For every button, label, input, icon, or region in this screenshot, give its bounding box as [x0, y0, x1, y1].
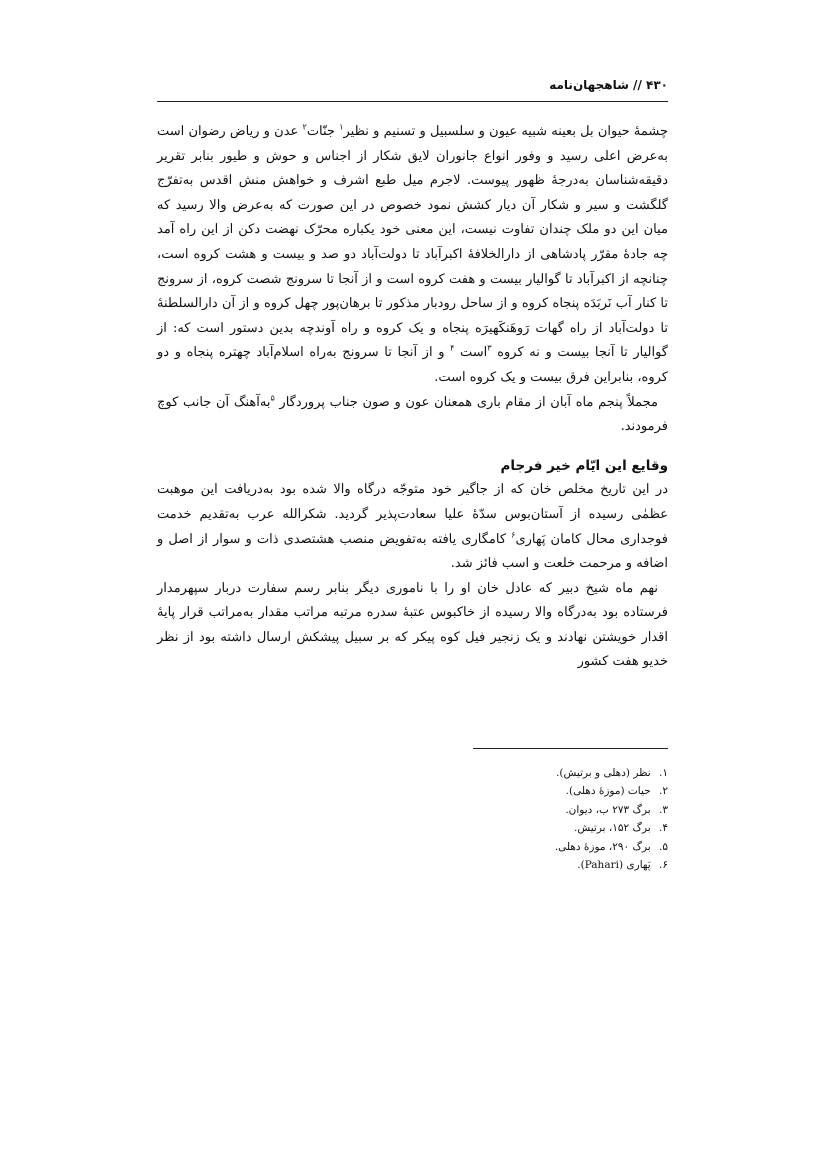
- footnote-text: نظر (دهلی و برتیش).: [556, 767, 651, 779]
- footnote-text: پَهاری (Pahari).: [577, 859, 651, 872]
- footnote-text: برگ ۲۷۳ ب، دیوان.: [565, 803, 651, 816]
- footnote-number: ۳.: [659, 803, 668, 816]
- footnote-number: ۶.: [659, 859, 668, 872]
- footnote-text: برگ ۱۵۲، برتیش.: [574, 822, 651, 835]
- footnote-number: ۱.: [659, 767, 668, 779]
- footnotes: [457, 764, 668, 874]
- main-text: [157, 120, 668, 675]
- paragraph-3: در این تاریخ مخلص خان که از جاگیر خود متوجّه درگاه والا شده بود به‌دریافت این موهبت عظمٰی رسیده از آستان‌بوس سدّهٔ علیا سعادت‌پذیر گردید. شکرالله عرب به‌تقدیم خدمت فوجداری محال کامان پَهاری$^۶$ کامگاری یافته به‌تفویض منصب هشتصدی ذات و سوار از اصل و اضافه و مرحمت خلعت و اسب فائز شد.: [157, 482, 668, 572]
- footnote-ref-4[interactable]: ۴: [450, 344, 455, 354]
- footnote-ref-5[interactable]: ۵: [270, 393, 275, 403]
- page-title: ۴۳۰ // شاهجهان‌نامه: [549, 78, 668, 92]
- footnote-text: برگ ۲۹۰، موزهٔ دهلی.: [554, 840, 651, 853]
- footnote-text: حیات (موزهٔ دهلی).: [565, 785, 651, 798]
- header-divider: [157, 101, 668, 102]
- footnote-item: [457, 856, 668, 874]
- paragraph-1: چشمهٔ حیوان بل بعینه شبیه عیون و سلسبیل و تسنیم و نظیر$^۱$ جنّات$^۲$ عدن و ریاض رضوان است به‌عرض اعلی رسید و وفور انواع جانوران لایق شکار از اجناس و حوش و طیور بنابر تقریر دقیقه‌شناسان به‌درجهٔ ظهور پیوست. لاجرم میل طبع اشرف و خواهش منش اقدس به‌تفرّج گلگشت و سیر و شکار آن دیار کشش نمود خصوص در این صورت که به‌عرض والا رسید که میان این دو ملک چندان تفاوت نیست، این معنی خود یکباره محرّک نهضت دکن از این راه آمد چه جادهٔ مقرّر پادشاهی از دارالخلافهٔ اکبرآباد تا دولت‌آباد دو صد و بیست و هشت کروه است، چنانچه از اکبرآباد تا گوالیار بیست و هفت کروه است و از آنجا تا سرونج شصت کروه، از سرونج تا کنار آب نَربَدَه پنجاه کروه و از ساحل رودبار مذکور تا برهان‌پور چهل کروه و از آن دارالسلطنهٔ تا دولت‌آباد از راه گهات رَوهَنکَهیرَه پنجاه و یک کروه و راه آوندچه بدین دستور است که: از گوالیار تا آنجا بیست و نه کروه $^۳$است $^۴$ و از آنجا تا سرونج به‌راه اسلام‌آباد چهتره پنجاه و دو کروه، بنابراین فرق بیست و یک کروه است.: [157, 122, 668, 385]
- footnote-number: ۲.: [659, 785, 668, 798]
- paragraph-4: نهم ماه شیخ دبیر که عادل خان او را با ناموری دیگر بنابر رسم سفارت دربار سپهرمدار فرستاده بود به‌درگاه والا رسیده از خاکبوس عتبهٔ سدره مرتبه مراتب مقدار به‌مراتب قرار پایهٔ اقدار خویشتن نهادند و یک زنجیر فیل کوه پیکر که بر سبیل پیشکش ارسال داشته بود از نظر خدیو هفت کشور: [157, 580, 668, 670]
- running-header: [157, 78, 668, 100]
- footnote-divider: [473, 748, 668, 749]
- footnote-ref-1[interactable]: ۱: [339, 122, 344, 132]
- footnote-ref-2[interactable]: ۲: [302, 122, 307, 132]
- section-heading: وقایع این ایّام خیر فرجام: [500, 457, 668, 474]
- footnote-item: [457, 819, 668, 837]
- footnote-item: [457, 782, 668, 800]
- footnote-item: [457, 838, 668, 856]
- footnote-item: [457, 801, 668, 819]
- footnote-item: [457, 764, 668, 782]
- footnote-number: ۵.: [659, 840, 668, 853]
- footnote-ref-3[interactable]: ۳: [487, 344, 492, 354]
- footnote-number: ۴.: [659, 822, 668, 835]
- paragraph-2: مجملاً پنجم ماه آبان از مقام باری همعنان عون و صون جناب پروردگار $^۵$به‌آهنگ آن جانب کوچ فرمودند.: [157, 393, 668, 435]
- footnote-ref-6[interactable]: ۶: [511, 530, 516, 540]
